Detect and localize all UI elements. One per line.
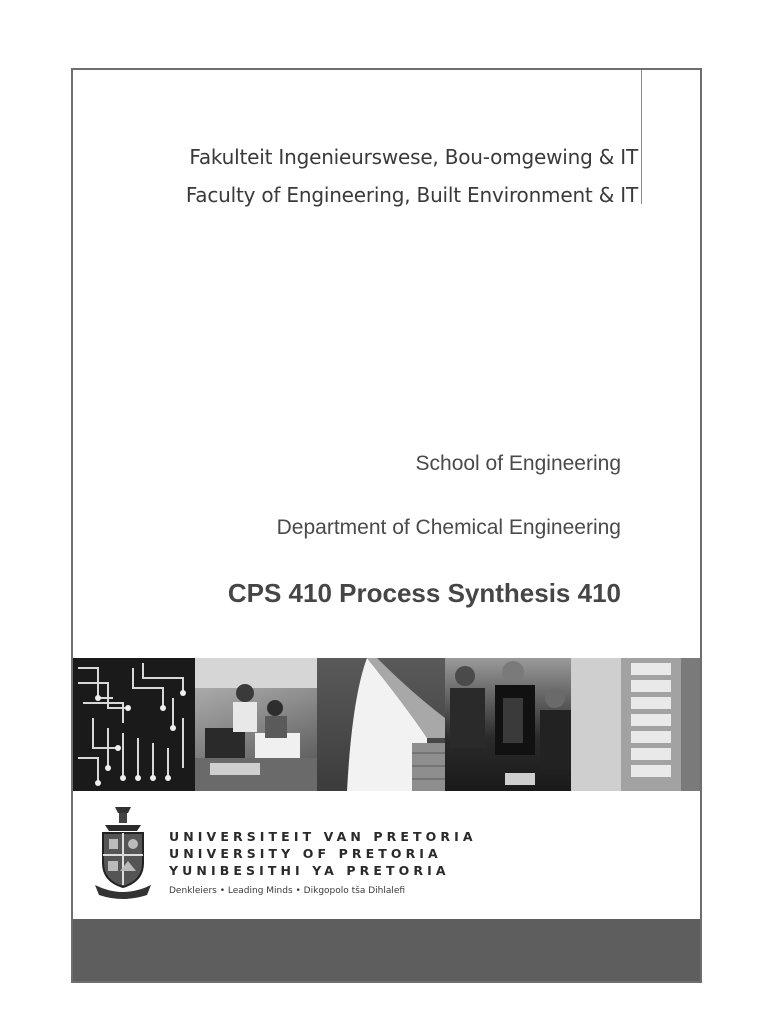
footer-band [73,919,700,981]
university-name-english: UNIVERSITY OF PRETORIA [169,846,442,861]
photo-strip [73,658,700,791]
faculty-name-afrikaans: Fakulteit Ingenieurswese, Bou-omgewing & IT [189,145,638,169]
faculty-heading [186,138,638,214]
university-name-sepedi: YUNIBESITHI YA PRETORIA [169,863,450,878]
faculty-divider [641,70,642,204]
university-branding [73,791,700,919]
circuit-board-photo [73,658,195,791]
course-title: CPS 410 Process Synthesis 410 [227,578,621,608]
glass-building-facade-photo [571,658,700,791]
department-name: Department of Chemical Engineering [276,516,621,539]
students-computer-lab-photo [195,658,317,791]
university-crest-icon [93,803,153,899]
curved-building-photo [317,658,445,791]
faculty-name-english: Faculty of Engineering, Built Environment & IT [185,183,638,207]
students-group-photo [445,658,571,791]
school-name: School of Engineering [415,452,621,475]
university-name-afrikaans: UNIVERSITEIT VAN PRETORIA [169,829,477,844]
university-names [169,828,477,879]
university-motto: Denkleiers • Leading Minds • Dikgopolo tša Dihlalefi [169,886,406,896]
cover-page [71,68,702,983]
